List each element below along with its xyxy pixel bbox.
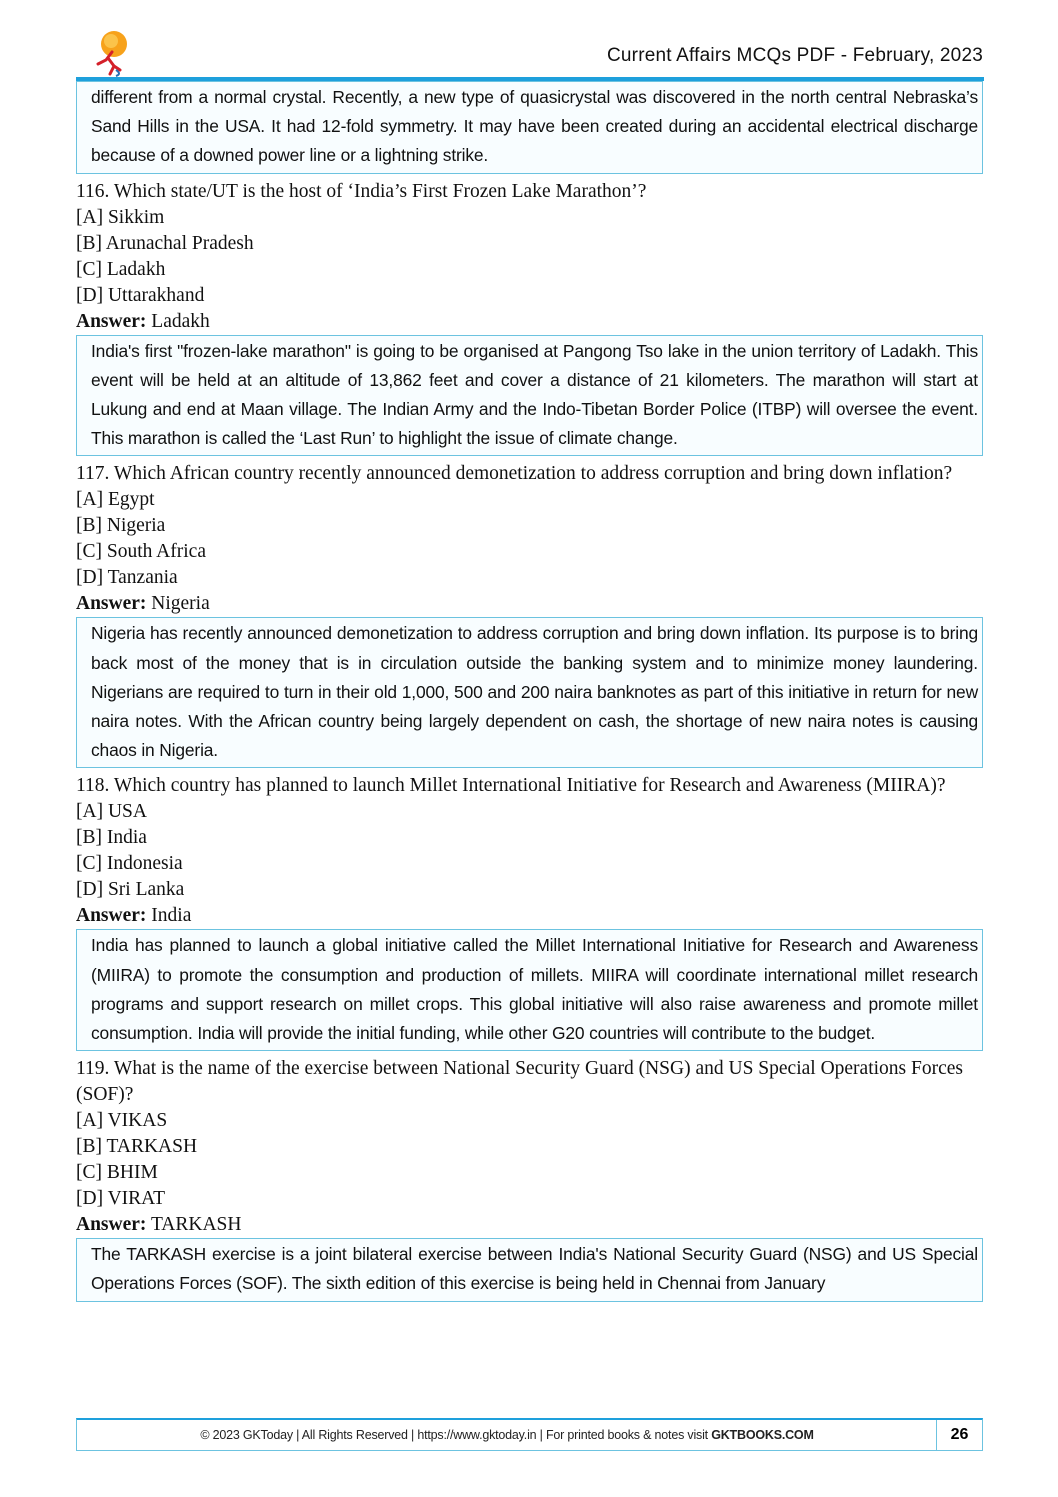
page-content bbox=[76, 81, 983, 1302]
question-text: 118. Which country has planned to launch Millet International Initiative for Research and Awareness (MIIRA)? bbox=[76, 775, 946, 797]
footer-brand-link[interactable]: GKTBOOKS.COM bbox=[711, 1428, 814, 1442]
footer-text bbox=[77, 1428, 937, 1442]
explanation-box: India's first "frozen-lake marathon" is going to be organised at Pangong Tso lake in the union territory of Ladakh. This event will be held at an altitude of 13,862 feet and cover a distance of 21 kilometers. The marathon will start at Lukung and end at Maan village. The Indian Army and the Indo-Tibetan Border Police (ITBP) will oversee the event. This marathon is called the ‘Last Run’ to highlight the issue of climate change. bbox=[76, 335, 983, 457]
answer-value: Ladakh bbox=[151, 310, 210, 332]
answer-line bbox=[76, 1212, 983, 1238]
answer-option: [C] BHIM bbox=[76, 1162, 158, 1184]
mcq-item bbox=[76, 773, 983, 1051]
answer-option: [D] Sri Lanka bbox=[76, 879, 185, 901]
explanation-box: different from a normal crystal. Recently, a new type of quasicrystal was discovered in the north central Nebraska’s Sand Hills in the USA. It had 12-fold symmetry. It may have been created during an accidental electrical discharge because of a downed power line or a lightning strike. bbox=[76, 81, 983, 174]
answer-option: [B] TARKASH bbox=[76, 1136, 198, 1158]
document-title: Current Affairs MCQs PDF - February, 2023 bbox=[606, 45, 983, 66]
question-list bbox=[76, 179, 983, 1302]
answer-label: Answer: bbox=[76, 593, 147, 615]
answer-line bbox=[76, 591, 983, 617]
footer-copyright: © 2023 GKToday | All Rights Reserved | https://www.gktoday.in | For printed books & notes visit bbox=[200, 1428, 708, 1442]
answer-option: [D] VIRAT bbox=[76, 1188, 166, 1210]
explanation-box: The TARKASH exercise is a joint bilateral exercise between India's National Security Guard (NSG) and US Special Operations Forces (SOF). The sixth edition of this exercise is being held in Chennai from January bbox=[76, 1238, 983, 1301]
answer-option: [A] Egypt bbox=[76, 489, 155, 511]
answer-label: Answer: bbox=[76, 905, 147, 927]
explanation-box: India has planned to launch a global initiative called the Millet International Initiative for Research and Awareness (MIIRA) to promote the consumption and production of millets. MIIRA will coordinate international millet research programs and support research on millet crops. This global initiative will also raise awareness and promote millet consumption. India will provide the initial funding, while other G20 countries will contribute to the budget. bbox=[76, 929, 983, 1051]
answer-option: [B] Arunachal Pradesh bbox=[76, 232, 254, 254]
answer-option: [A] VIKAS bbox=[76, 1110, 168, 1132]
page-header bbox=[76, 28, 983, 78]
answer-option: [A] USA bbox=[76, 801, 147, 823]
question-text: 119. What is the name of the exercise between National Security Guard (NSG) and US Special Operations Forces (SOF)? bbox=[76, 1058, 963, 1106]
answer-value: India bbox=[151, 905, 192, 927]
mcq-item bbox=[76, 1056, 983, 1301]
mcq-item bbox=[76, 461, 983, 768]
page-number: 26 bbox=[936, 1420, 982, 1450]
question-text: 116. Which state/UT is the host of ‘India’s First Frozen Lake Marathon’? bbox=[76, 180, 647, 202]
answer-option: [D] Uttarakhand bbox=[76, 284, 205, 306]
answer-option: [B] India bbox=[76, 827, 147, 849]
answer-option: [D] Tanzania bbox=[76, 567, 178, 589]
answer-option: [C] Indonesia bbox=[76, 853, 183, 875]
answer-line bbox=[76, 903, 983, 929]
answer-option: [A] Sikkim bbox=[76, 206, 165, 228]
explanation-box: Nigeria has recently announced demonetization to address corruption and bring down inflation. Its purpose is to bring back most of the money that is in circulation outside the banking system and to minimize money laundering. Nigerians are required to turn in their old 1,000, 500 and 200 naira banknotes as part of this initiative in return for new naira notes. With the African country being largely dependent on cash, the shortage of new naira notes is causing chaos in Nigeria. bbox=[76, 617, 983, 768]
answer-option: [C] South Africa bbox=[76, 541, 206, 563]
answer-label: Answer: bbox=[76, 1214, 147, 1236]
answer-option: [C] Ladakh bbox=[76, 258, 166, 280]
answer-line bbox=[76, 309, 983, 335]
question-text: 117. Which African country recently announced demonetization to address corruption and bring down inflation? bbox=[76, 463, 953, 485]
gktoday-logo-icon bbox=[94, 30, 134, 78]
answer-option: [B] Nigeria bbox=[76, 515, 166, 537]
answer-value: TARKASH bbox=[150, 1214, 242, 1236]
answer-value: Nigeria bbox=[151, 593, 210, 615]
page-footer bbox=[76, 1418, 983, 1451]
answer-label: Answer: bbox=[76, 310, 147, 332]
mcq-item bbox=[76, 179, 983, 457]
